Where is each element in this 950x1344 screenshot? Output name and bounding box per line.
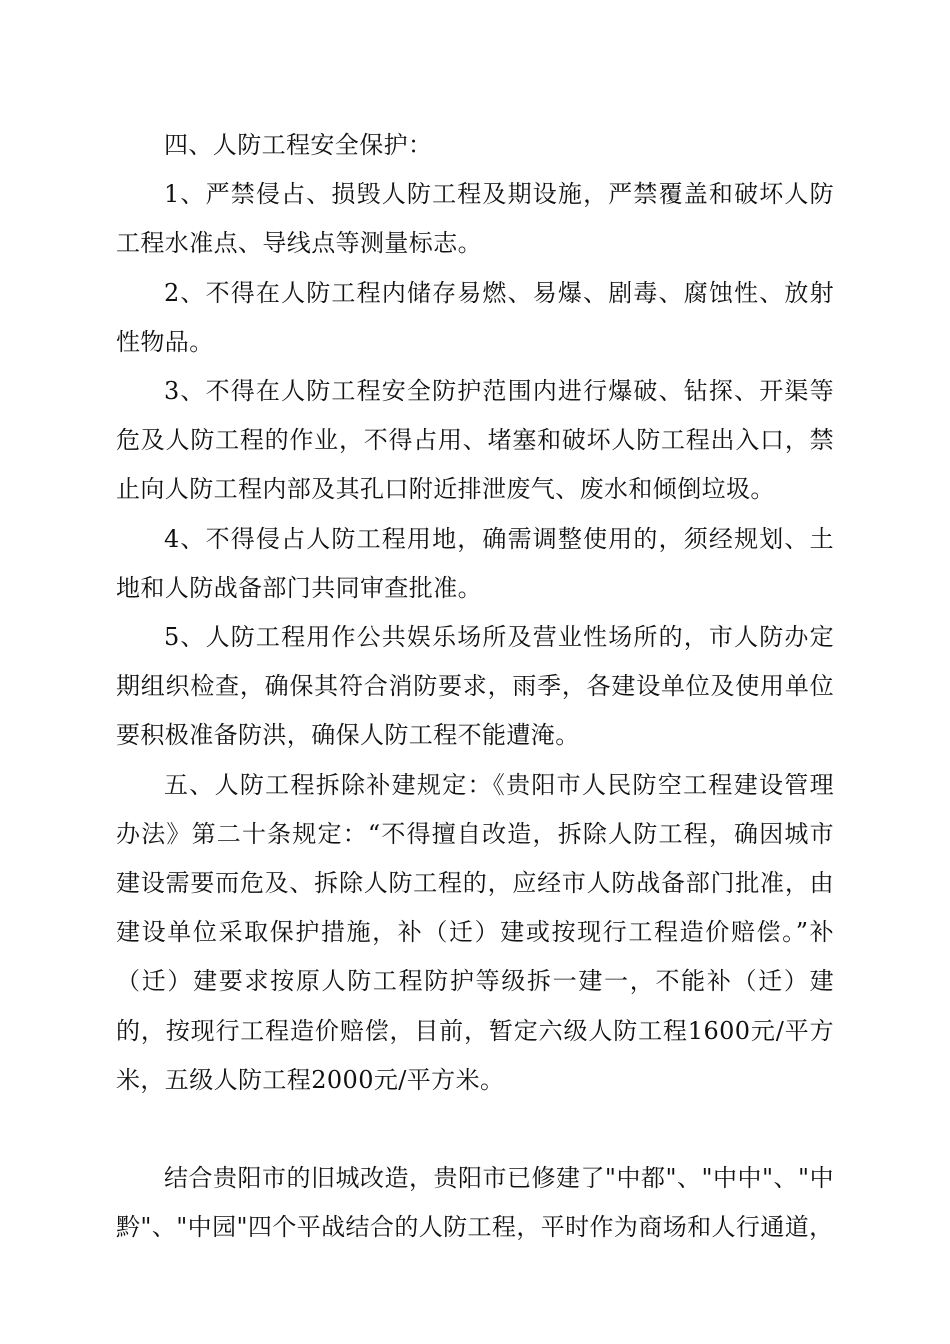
section-heading-4: 四、人防工程安全保护： bbox=[164, 131, 433, 159]
document-body bbox=[116, 121, 834, 1252]
section-paragraph-5: 五、人防工程拆除补建规定：《贵阳市人民防空工程建设管理办法》第二十条规定：“不得擅自改造，拆除人防工程，确因城市建设需要而危及、拆除人防工程的，应经市人防战备部门批准，由建设单位采取保护措施，补（迁）建或按现行工程造价赔偿。”补（迁）建要求按原人防工程防护等级拆一建一，不能补（迁）建的，按现行工程造价赔偿，目前，暂定六级人防工程1600元/平方米，五级人防工程2000元/平方米。 bbox=[116, 770, 834, 1094]
paragraph-item-5: 5、人防工程用作公共娱乐场所及营业性场所的，市人防办定期组织检查，确保其符合消防要求，雨季，各建设单位及使用单位要积极准备防洪，确保人防工程不能遭淹。 bbox=[116, 623, 834, 750]
paragraph-gap bbox=[116, 1105, 834, 1154]
paragraph-project-summary: 结合贵阳市的旧城改造，贵阳市已修建了"中都"、"中中"、"中黔"、"中园"四个平战结合的人防工程，平时作为商场和人行通道， bbox=[116, 1164, 834, 1242]
paragraph-item-2: 2、不得在人防工程内储存易燃、易爆、剧毒、腐蚀性、放射性物品。 bbox=[116, 278, 834, 356]
paragraph-item-4: 4、不得侵占人防工程用地，确需调整使用的，须经规划、土地和人防战备部门共同审查批准。 bbox=[116, 524, 834, 602]
paragraph-item-1: 1、严禁侵占、损毁人防工程及期设施，严禁覆盖和破坏人防工程水准点、导线点等测量标志。 bbox=[116, 180, 834, 258]
paragraph-item-3: 3、不得在人防工程安全防护范围内进行爆破、钻探、开渠等危及人防工程的作业，不得占用、堵塞和破坏人防工程出入口，禁止向人防工程内部及其孔口附近排泄废气、废水和倾倒垃圾。 bbox=[116, 377, 834, 504]
